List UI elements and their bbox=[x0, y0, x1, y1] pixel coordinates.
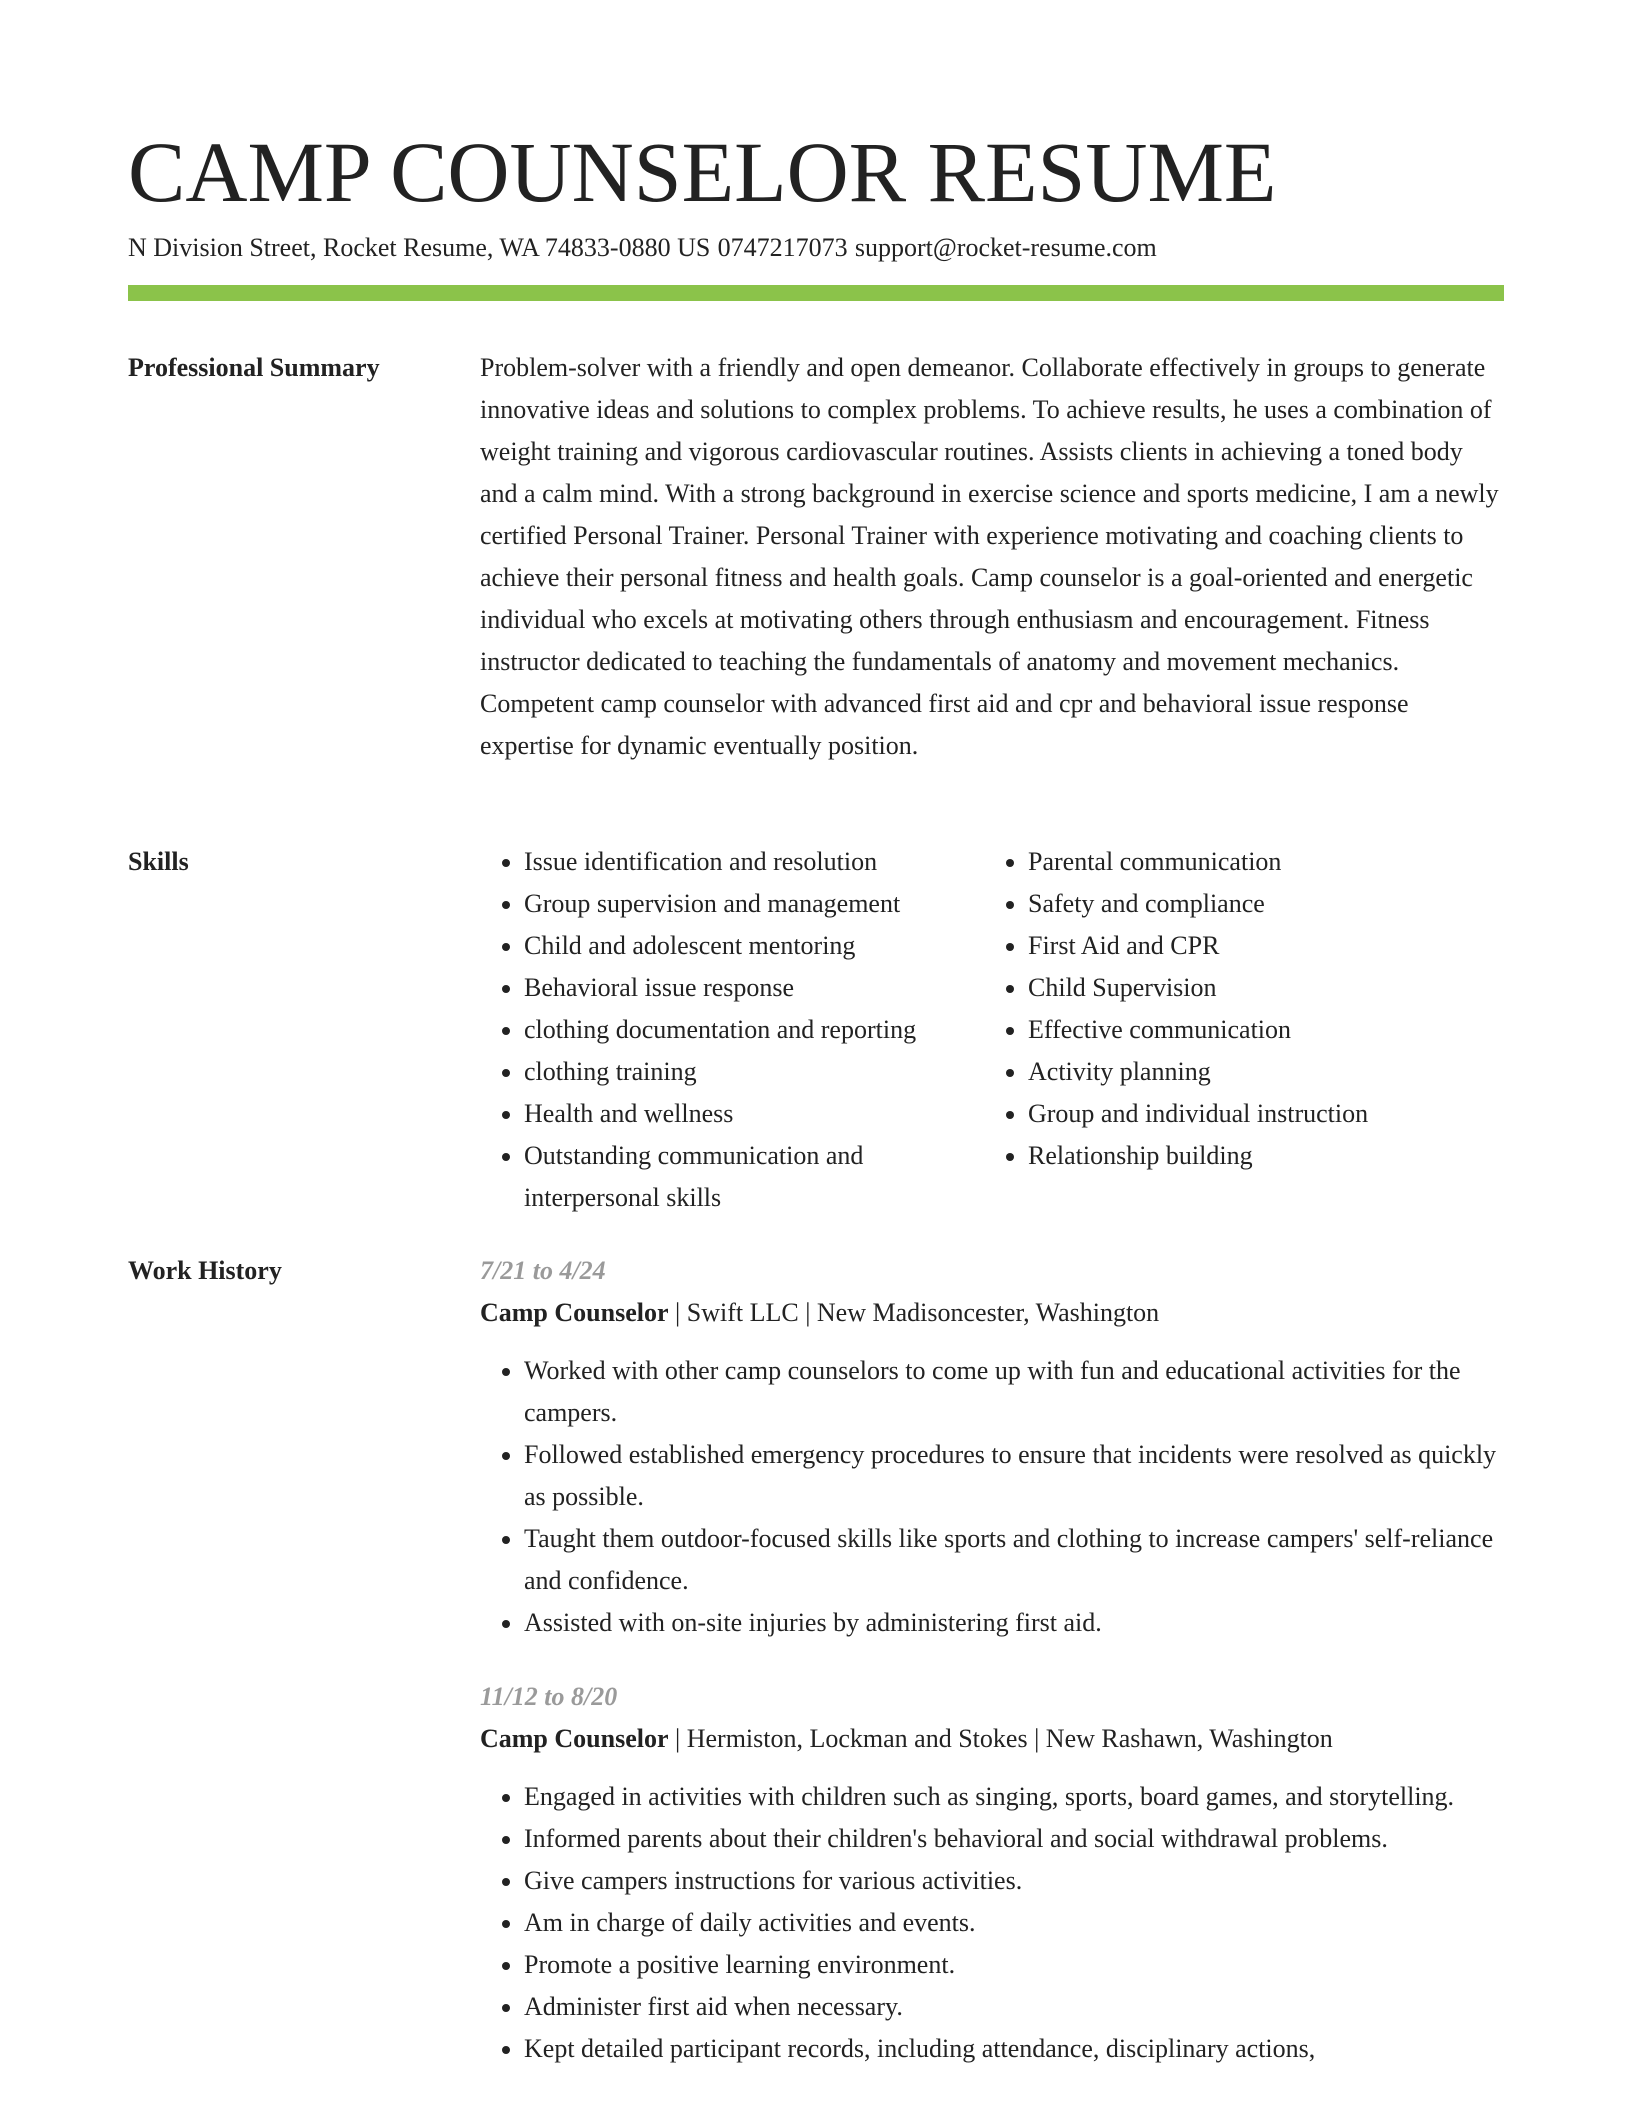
summary-text: Problem-solver with a friendly and open demeanor. Collaborate effectively in groups to generate innovative ideas and solutions to complex problems. To achieve results, he uses a combination of weight training and vigorous cardiovascular routines. Assists clients in achieving a toned body and a calm mind. With a strong background in exercise science and sports medicine, I am a newly certified Personal Trainer. Personal Trainer with experience motivating and coaching clients to achieve their personal fitness and health goals. Camp counselor is a goal-oriented and energetic individual who excels at motivating others through enthusiasm and encouragement. Fitness instructor dedicated to teaching the fundamentals of anatomy and movement mechanics. Competent camp counselor with advanced first aid and cpr and behavioral issue response expertise for dynamic eventually position. bbox=[480, 353, 1499, 760]
job-dates: 11/12 to 8/20 bbox=[480, 1682, 618, 1711]
skill-item: • Outstanding communication and interpersonal skills bbox=[524, 1135, 984, 1219]
contact-address: N Division Street, Rocket Resume, WA 74833-0880 US bbox=[128, 233, 711, 262]
job-bullet: • Kept detailed participant records, including attendance, disciplinary actions, bbox=[524, 2028, 1504, 2070]
job-bullet: • Taught them outdoor-focused skills like sports and clothing to increase campers' self-reliance and confidence. bbox=[524, 1518, 1504, 1602]
job-location: New Madisoncester, Washington bbox=[816, 1298, 1160, 1327]
skills-columns bbox=[480, 841, 1504, 1219]
job-bullets bbox=[480, 1776, 1504, 2070]
skill-item: • Behavioral issue response bbox=[524, 967, 984, 1009]
job-separator: | bbox=[675, 1724, 681, 1753]
job-location: New Rashawn, Washington bbox=[1045, 1724, 1333, 1753]
skills-list-right bbox=[984, 841, 1504, 1219]
skills-body bbox=[480, 841, 1504, 1219]
skill-item: • Activity planning bbox=[1028, 1051, 1504, 1093]
job-bullet: • Administer first aid when necessary. bbox=[524, 1986, 1504, 2028]
job-bullet: • Am in charge of daily activities and events. bbox=[524, 1902, 1504, 1944]
skill-item: • Issue identification and resolution bbox=[524, 841, 984, 883]
job-separator: | bbox=[675, 1298, 681, 1327]
job-dates: 7/21 to 4/24 bbox=[480, 1256, 606, 1285]
skill-item: • Relationship building bbox=[1028, 1135, 1504, 1177]
skill-item: • clothing training bbox=[524, 1051, 984, 1093]
job-separator: | bbox=[1034, 1724, 1040, 1753]
contact-email[interactable]: support@rocket-resume.com bbox=[854, 233, 1157, 262]
contact-phone: 0747217073 bbox=[717, 233, 848, 262]
summary-body bbox=[480, 347, 1504, 767]
job-bullet: • Assisted with on-site injuries by administering first aid. bbox=[524, 1602, 1504, 1644]
header-divider bbox=[128, 285, 1504, 301]
job-bullet: • Informed parents about their children's behavioral and social withdrawal problems. bbox=[524, 1818, 1504, 1860]
job-bullet: • Worked with other camp counselors to come up with fun and educational activities for the campers. bbox=[524, 1350, 1504, 1434]
job-separator: | bbox=[805, 1298, 811, 1327]
skills-list-left bbox=[480, 841, 984, 1219]
skills-heading: Skills bbox=[128, 847, 189, 876]
job-entry bbox=[480, 1250, 1504, 1644]
job-company: Swift LLC bbox=[686, 1298, 799, 1327]
skill-item: • Safety and compliance bbox=[1028, 883, 1504, 925]
work-history-heading: Work History bbox=[128, 1256, 282, 1285]
resume-title: CAMP COUNSELOR RESUME bbox=[128, 124, 1277, 220]
skill-item: • Child and adolescent mentoring bbox=[524, 925, 984, 967]
job-bullet: • Promote a positive learning environment. bbox=[524, 1944, 1504, 1986]
skill-item: • clothing documentation and reporting bbox=[524, 1009, 984, 1051]
contact-line bbox=[128, 230, 1157, 266]
job-title: Camp Counselor bbox=[480, 1724, 669, 1753]
job-bullets bbox=[480, 1350, 1504, 1644]
job-bullet: • Give campers instructions for various activities. bbox=[524, 1860, 1504, 1902]
job-bullet: • Engaged in activities with children such as singing, sports, board games, and storytelling. bbox=[524, 1776, 1504, 1818]
skill-item: • Effective communication bbox=[1028, 1009, 1504, 1051]
summary-heading: Professional Summary bbox=[128, 353, 380, 382]
job-title: Camp Counselor bbox=[480, 1298, 669, 1327]
skill-item: • Health and wellness bbox=[524, 1093, 984, 1135]
skill-item: • Group and individual instruction bbox=[1028, 1093, 1504, 1135]
skill-item: • Group supervision and management bbox=[524, 883, 984, 925]
job-bullet: • Followed established emergency procedures to ensure that incidents were resolved as quickly as possible. bbox=[524, 1434, 1504, 1518]
job-entry bbox=[480, 1676, 1504, 2070]
skill-item: • Parental communication bbox=[1028, 841, 1504, 883]
job-heading bbox=[480, 1718, 1504, 1760]
job-company: Hermiston, Lockman and Stokes bbox=[686, 1724, 1028, 1753]
skill-item: • Child Supervision bbox=[1028, 967, 1504, 1009]
job-heading bbox=[480, 1292, 1504, 1334]
skill-item: • First Aid and CPR bbox=[1028, 925, 1504, 967]
work-history-body bbox=[480, 1250, 1504, 2070]
